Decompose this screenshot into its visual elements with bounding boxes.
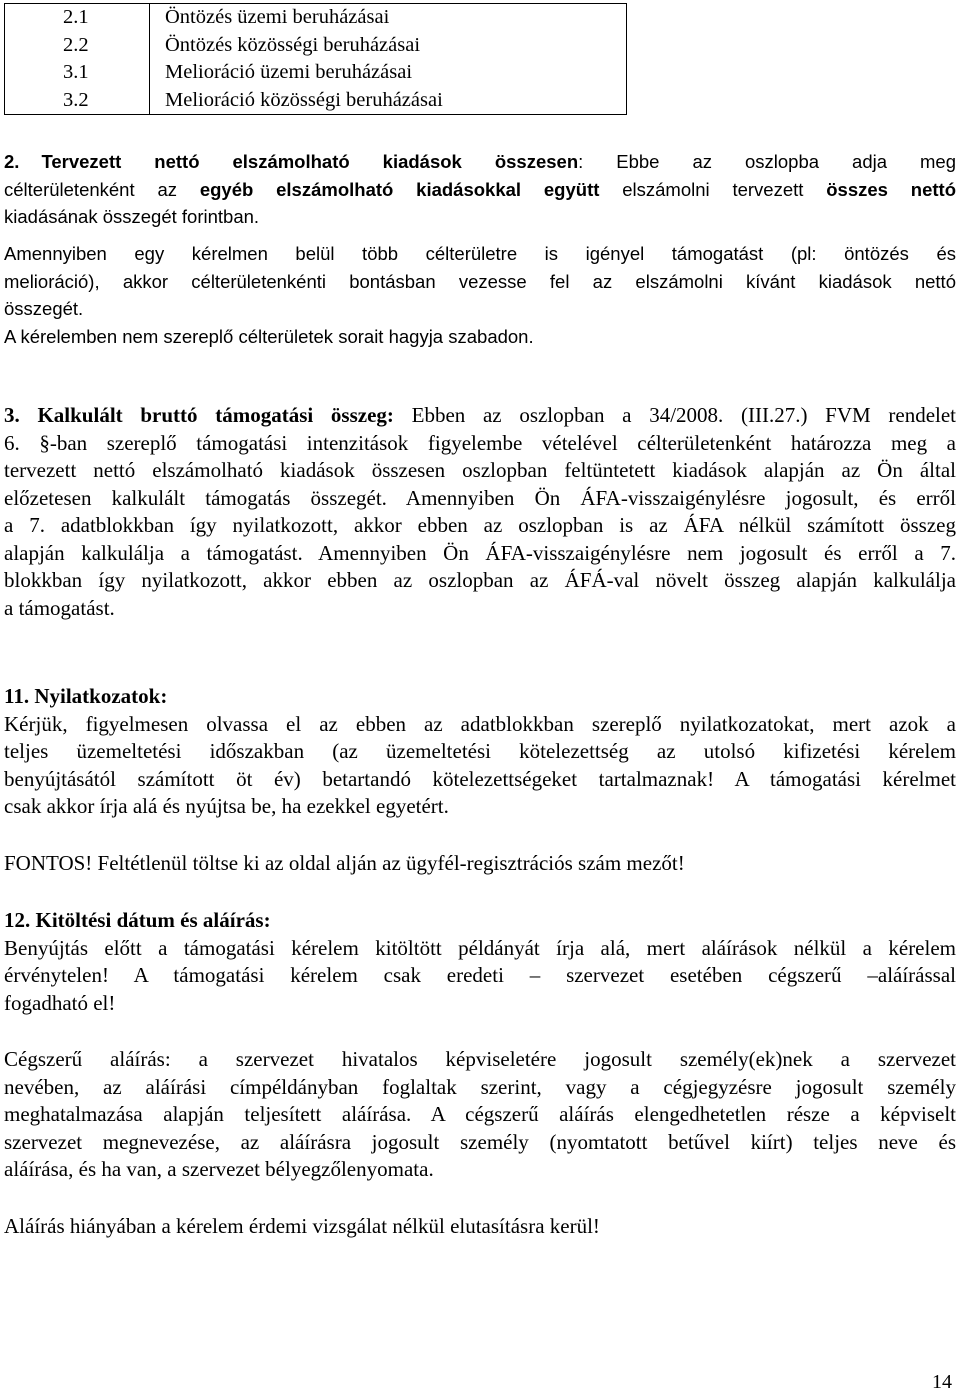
table-row: [5, 87, 627, 115]
paragraph-line: tervezett nettó elszámolható kiadások összesen oszlopban feltüntetett kiadások alapján az Ön által: [4, 458, 956, 482]
paragraph-text: célterületenként az: [4, 178, 200, 200]
row-number: 2.2: [5, 32, 150, 60]
paragraph-line: Cégszerű aláírás: a szervezet hivatalos képviseletére jogosult személy(ek)nek a szervezet: [4, 1047, 956, 1071]
paragraph-line: fogadható el!: [4, 990, 116, 1015]
paragraph-line: teljes üzemeltetési időszakban (az üzemeltetési kötelezettség az utolsó kifizetési kérelem: [4, 739, 956, 763]
paragraph-line: a támogatást.: [4, 595, 115, 620]
paragraph-line: 6. §-ban szereplő támogatási intenzitások figyelembe vételével célterületenként határozza meg a: [4, 430, 956, 455]
paragraph-line: melioráció), akkor célterületenkénti bontásban vezesse fel az elszámolni kívánt kiadások nettó: [4, 270, 956, 292]
heading-text: 11. Nyilatkozatok:: [4, 684, 168, 708]
section-2-paragraph: [4, 148, 956, 231]
paragraph-line: szervezet megnevezése, az aláírásra jogosult személy (nyomtatott betűvel kiírt) teljes neve és: [4, 1129, 956, 1154]
section-11-paragraph: [4, 683, 956, 821]
important-notice: [4, 850, 956, 878]
paragraph-line: [4, 176, 956, 204]
section-3-paragraph: [4, 402, 956, 622]
paragraph-line: összegét.: [4, 298, 84, 319]
paragraph-text: elszámolni tervezett: [599, 178, 827, 200]
paragraph-line: érvénytelen! A támogatási kérelem csak eredeti – szervezet esetében cégszerű –aláírással: [4, 963, 956, 987]
multi-target-paragraph: [4, 240, 956, 350]
section-heading: [4, 683, 956, 711]
heading-text: 12. Kitöltési dátum és aláírás:: [4, 908, 271, 932]
paragraph-line: [4, 402, 956, 430]
row-number: 2.1: [5, 4, 150, 32]
row-text: Melioráció közösségi beruházásai: [150, 87, 627, 115]
missing-signature-notice: [4, 1213, 956, 1241]
paragraph-line: A kérelemben nem szereplő célterületek sorait hagyja szabadon.: [4, 325, 534, 347]
paragraph-line: Aláírás hiányában a kérelem érdemi vizsgálat nélkül elutasításra kerül!: [4, 1214, 600, 1238]
row-text: Öntözés üzemi beruházásai: [150, 4, 627, 32]
paragraph-line: meghatalmazása alapján teljesített aláírása. A cégszerű aláírás elengedhetetlen része a képviselt: [4, 1102, 956, 1126]
paragraph-line: Kérjük, figyelmesen olvassa el az ebben az adatblokkban szereplő nyilatkozatokat, mert azok a: [4, 711, 956, 736]
page-number: 14: [932, 1371, 952, 1393]
paragraph-line: alapján kalkulálja a támogatást. Amennyiben Ön ÁFA-visszaigénylésre nem jogosult és erről a 7.: [4, 540, 956, 565]
paragraph-text: : Ebbe az oszlopba adja meg: [578, 151, 956, 172]
row-number: 3.1: [5, 59, 150, 87]
paragraph-line: Amennyiben egy kérelmen belül több célterületre is igényel támogatást (pl: öntözés és: [4, 243, 956, 264]
paragraph-line: benyújtásától számított öt év) betartandó kötelezettségeket tartalmaznak! A támogatási kérelmet: [4, 766, 956, 791]
company-signature-paragraph: [4, 1046, 956, 1184]
table-row: [5, 32, 627, 60]
paragraph-line: aláírása, és ha van, a szervezet bélyegzőlenyomata.: [4, 1157, 434, 1181]
target-area-table: [4, 3, 627, 115]
section-12-paragraph: [4, 907, 956, 1017]
paragraph-line: kiadásának összegét forintban.: [4, 206, 260, 227]
paragraph-line: blokkban így nyilatkozott, akkor ebben az oszlopban az ÁFÁ-val növelt összeg alapján kalkulálja: [4, 568, 956, 592]
paragraph-line: nevében, az aláírási címpéldányban foglaltak szerint, vagy a cégjegyzésre jogosult személy: [4, 1074, 956, 1099]
paragraph-line: FONTOS! Feltétlenül töltse ki az oldal alján az ügyfél-regisztrációs szám mezőt!: [4, 851, 685, 875]
section-heading: Tervezett nettó elszámolható kiadások összesen: [41, 151, 579, 172]
paragraph-text: Ebben az oszlopban a 34/2008. (III.27.) FVM rendelet: [393, 403, 957, 427]
paragraph-line: [4, 148, 956, 176]
emphasis-text: egyéb elszámolható kiadásokkal együtt: [199, 178, 600, 200]
paragraph-line: előzetesen kalkulált támogatás összegét. Amennyiben Ön ÁFA-visszaigénylésre jogosult, és erről: [4, 485, 956, 510]
row-text: Melioráció üzemi beruházásai: [150, 59, 627, 87]
row-text: Öntözés közösségi beruházásai: [150, 32, 627, 60]
paragraph-line: a 7. adatblokkban így nyilatkozott, akkor ebben az oszlopban is az ÁFA nélkül számított összeg: [4, 513, 956, 537]
emphasis-text: összes nettó: [826, 178, 956, 200]
section-number: 2.: [4, 151, 20, 172]
paragraph-line: csak akkor írja alá és nyújtsa be, ha ezekkel egyetért.: [4, 794, 449, 818]
table-row: [5, 4, 627, 32]
row-number: 3.2: [5, 87, 150, 115]
paragraph-line: Benyújtás előtt a támogatási kérelem kitöltött példányát írja alá, mert aláírások nélkül a kérelem: [4, 935, 956, 960]
table-row: [5, 59, 627, 87]
section-heading: 3. Kalkulált bruttó támogatási összeg:: [4, 403, 394, 427]
section-heading: [4, 907, 956, 935]
